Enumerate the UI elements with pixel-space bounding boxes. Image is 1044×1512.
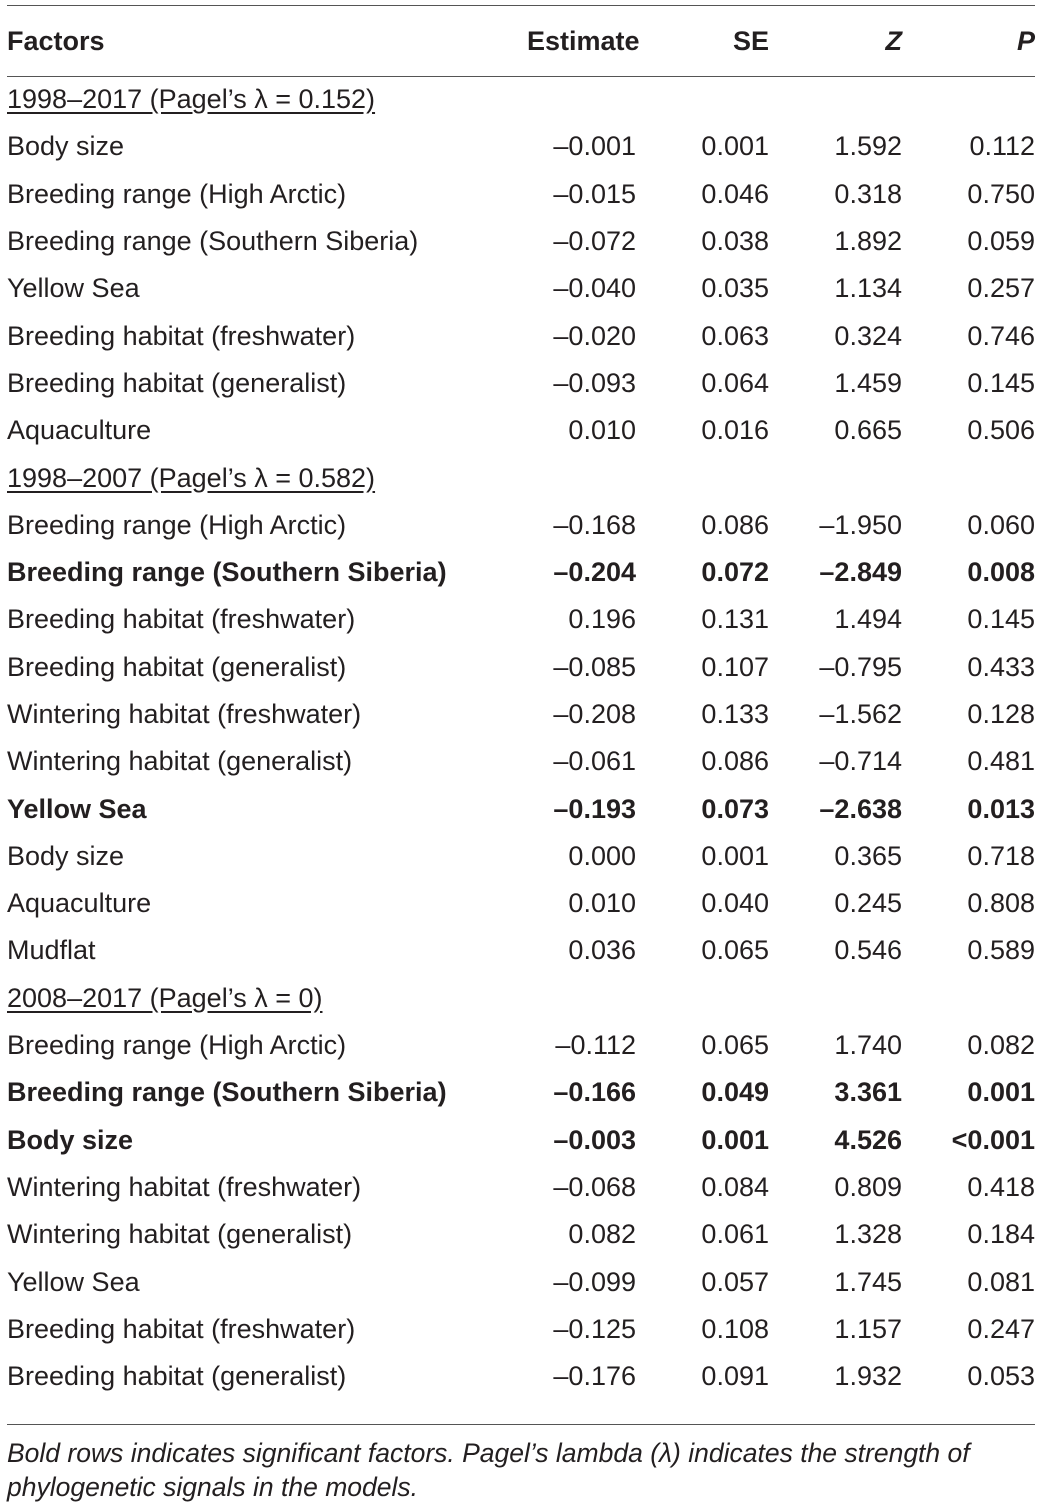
cell-p: 0.418 <box>967 1171 1035 1202</box>
cell-p: 0.718 <box>967 840 1035 871</box>
cell-p: 0.433 <box>967 651 1035 682</box>
cell-estimate: –0.093 <box>553 367 636 398</box>
cell-estimate: –0.112 <box>555 1030 636 1061</box>
table-row <box>7 1164 1035 1211</box>
header-factors: Factors <box>7 25 105 56</box>
table-row <box>7 171 1035 218</box>
table-row <box>7 738 1035 785</box>
cell-se: 0.133 <box>701 699 769 729</box>
cell-factor: Body size <box>7 840 125 871</box>
table-row <box>7 927 1035 974</box>
cell-se: 0.073 <box>701 793 769 824</box>
cell-p: 0.746 <box>967 320 1035 351</box>
cell-estimate: –0.208 <box>553 699 636 729</box>
cell-p: 0.060 <box>967 509 1035 540</box>
cell-p: 0.059 <box>967 226 1035 257</box>
cell-factor: Wintering habitat (freshwater) <box>7 699 362 729</box>
cell-z: –1.950 <box>819 509 902 540</box>
cell-estimate: –0.072 <box>553 226 636 257</box>
cell-estimate: –0.166 <box>553 1077 636 1108</box>
cell-z: –0.795 <box>819 651 902 682</box>
cell-z: 1.740 <box>834 1030 902 1061</box>
cell-estimate: 0.010 <box>568 415 636 446</box>
cell-estimate: –0.125 <box>553 1313 636 1344</box>
cell-se: 0.107 <box>701 651 769 682</box>
table-row <box>7 1306 1035 1353</box>
cell-se: 0.108 <box>701 1313 769 1344</box>
section-title-cell <box>7 454 1035 501</box>
cell-estimate: –0.003 <box>553 1124 636 1155</box>
table-row <box>7 596 1035 643</box>
cell-se: 0.038 <box>701 226 769 257</box>
cell-se: 0.086 <box>701 509 769 540</box>
section-row <box>7 76 1035 123</box>
cell-p: 0.184 <box>967 1219 1035 1250</box>
cell-estimate: –0.068 <box>553 1171 636 1202</box>
cell-estimate: –0.015 <box>553 178 636 209</box>
cell-z: –2.849 <box>819 557 902 588</box>
cell-z: –2.638 <box>819 793 902 824</box>
table-row <box>7 1258 1035 1305</box>
cell-factor: Breeding habitat (generalist) <box>7 367 347 398</box>
table-row <box>7 644 1035 691</box>
bottom-rule <box>7 1424 1035 1425</box>
cell-estimate: –0.099 <box>553 1266 636 1297</box>
cell-p: 0.008 <box>967 557 1035 588</box>
section-title-cell <box>7 975 1035 1022</box>
table-row <box>7 833 1035 880</box>
cell-factor: Body size <box>7 1124 134 1155</box>
cell-z: 1.328 <box>834 1219 902 1250</box>
cell-factor: Yellow Sea <box>7 1266 140 1297</box>
cell-z: 0.318 <box>834 178 902 209</box>
cell-z: 1.592 <box>834 131 902 162</box>
cell-se: 0.064 <box>701 367 769 398</box>
cell-se: 0.063 <box>701 320 769 351</box>
cell-z: 0.665 <box>834 415 902 446</box>
cell-estimate: 0.010 <box>568 888 636 919</box>
table-row <box>7 1353 1035 1400</box>
cell-factor: Yellow Sea <box>7 273 140 304</box>
cell-estimate: –0.204 <box>553 557 636 588</box>
header-estimate: Estimate <box>527 25 640 56</box>
cell-factor: Breeding habitat (freshwater) <box>7 604 356 635</box>
cell-z: 1.459 <box>834 367 902 398</box>
cell-factor: Wintering habitat (generalist) <box>7 746 353 777</box>
header-row <box>7 6 1035 76</box>
section-row <box>7 454 1035 501</box>
cell-z: –1.562 <box>819 699 902 729</box>
table-row <box>7 1069 1035 1116</box>
cell-p: 0.145 <box>967 367 1035 398</box>
cell-z: 0.245 <box>834 888 902 919</box>
cell-se: 0.001 <box>701 1124 769 1155</box>
cell-factor: Breeding habitat (generalist) <box>7 651 347 682</box>
cell-factor: Wintering habitat (generalist) <box>7 1219 353 1250</box>
cell-se: 0.016 <box>701 415 769 446</box>
cell-se: 0.084 <box>701 1171 769 1202</box>
cell-p: 0.506 <box>967 415 1035 446</box>
cell-factor: Breeding range (Southern Siberia) <box>7 1077 447 1108</box>
cell-z: 1.157 <box>834 1313 902 1344</box>
cell-se: 0.091 <box>701 1361 769 1392</box>
cell-estimate: –0.020 <box>553 320 636 351</box>
table-row <box>7 785 1035 832</box>
header-p: P <box>1016 25 1035 56</box>
cell-se: 0.072 <box>701 557 769 588</box>
cell-z: 0.365 <box>834 840 902 871</box>
cell-factor: Body size <box>7 131 125 162</box>
cell-p: 0.013 <box>967 793 1035 824</box>
table-row <box>7 549 1035 596</box>
cell-p: 0.053 <box>967 1361 1035 1392</box>
cell-z: 1.134 <box>834 273 902 304</box>
cell-p: 0.589 <box>967 935 1035 966</box>
table-row <box>7 691 1035 738</box>
cell-z: 1.932 <box>834 1361 902 1392</box>
cell-estimate: 0.000 <box>568 840 636 871</box>
cell-z: 4.526 <box>834 1124 902 1155</box>
cell-factor: Wintering habitat (freshwater) <box>7 1171 362 1202</box>
table-row <box>7 407 1035 454</box>
cell-z: –0.714 <box>819 746 902 777</box>
cell-factor: Aquaculture <box>7 415 152 446</box>
cell-se: 0.061 <box>701 1219 769 1250</box>
cell-z: 0.809 <box>834 1171 902 1202</box>
cell-p: 0.145 <box>967 604 1035 635</box>
cell-se: 0.040 <box>701 888 769 919</box>
table-row <box>7 265 1035 312</box>
cell-z: 0.324 <box>834 320 902 351</box>
table-row <box>7 360 1035 407</box>
cell-se: 0.001 <box>701 840 769 871</box>
table-row <box>7 1117 1035 1164</box>
cell-factor: Aquaculture <box>7 888 152 919</box>
cell-z: 1.494 <box>834 604 902 635</box>
cell-p: 0.481 <box>967 746 1035 777</box>
cell-estimate: 0.036 <box>568 935 636 966</box>
cell-p: 0.750 <box>967 178 1035 209</box>
cell-estimate: 0.082 <box>568 1219 636 1250</box>
table-row <box>7 1211 1035 1258</box>
cell-factor: Breeding range (High Arctic) <box>7 509 347 540</box>
cell-estimate: –0.040 <box>553 273 636 304</box>
cell-p: 0.082 <box>967 1030 1035 1061</box>
header-z: Z <box>885 25 902 56</box>
cell-p: 0.247 <box>967 1313 1035 1344</box>
cell-se: 0.001 <box>701 131 769 162</box>
cell-z: 3.361 <box>834 1077 902 1108</box>
cell-p: 0.808 <box>967 888 1035 919</box>
section-title: 2008–2017 (Pagel’s λ = 0) <box>7 982 323 1013</box>
cell-p: 0.112 <box>969 131 1035 162</box>
table-row <box>7 312 1035 359</box>
cell-estimate: 0.196 <box>568 604 636 635</box>
cell-estimate: –0.176 <box>553 1361 636 1392</box>
cell-se: 0.057 <box>701 1266 769 1297</box>
cell-se: 0.065 <box>701 935 769 966</box>
table-row <box>7 123 1035 170</box>
cell-factor: Breeding habitat (freshwater) <box>7 1313 356 1344</box>
cell-factor: Breeding habitat (generalist) <box>7 1361 347 1392</box>
cell-se: 0.065 <box>701 1030 769 1061</box>
cell-estimate: –0.168 <box>553 509 636 540</box>
cell-factor: Breeding range (High Arctic) <box>7 178 347 209</box>
regression-table <box>7 6 1035 1400</box>
section-title: 1998–2007 (Pagel’s λ = 0.582) <box>7 462 376 493</box>
cell-z: 0.546 <box>834 935 902 966</box>
cell-factor: Mudflat <box>7 935 96 966</box>
cell-p: 0.128 <box>967 699 1035 729</box>
cell-estimate: –0.061 <box>553 746 636 777</box>
cell-factor: Breeding range (Southern Siberia) <box>7 557 447 588</box>
cell-p: 0.081 <box>967 1266 1035 1297</box>
cell-p: 0.001 <box>967 1077 1035 1108</box>
section-title: 1998–2017 (Pagel’s λ = 0.152) <box>7 84 376 115</box>
table-row <box>7 1022 1035 1069</box>
table-row <box>7 502 1035 549</box>
header-se: SE <box>732 25 769 56</box>
cell-z: 1.892 <box>834 226 902 257</box>
cell-estimate: –0.001 <box>553 131 636 162</box>
cell-estimate: –0.193 <box>553 793 636 824</box>
cell-se: 0.086 <box>701 746 769 777</box>
section-title-cell <box>7 76 1035 123</box>
cell-factor: Breeding range (High Arctic) <box>7 1030 347 1061</box>
table-footnote: Bold rows indicates significant factors. Pagel’s lambda (λ) indicates the strength of phylogenetic signals in the models. <box>7 1438 970 1502</box>
cell-z: 1.745 <box>834 1266 902 1297</box>
cell-se: 0.131 <box>701 604 769 635</box>
cell-se: 0.035 <box>701 273 769 304</box>
cell-p: 0.257 <box>967 273 1035 304</box>
cell-se: 0.046 <box>701 178 769 209</box>
cell-se: 0.049 <box>701 1077 769 1108</box>
cell-estimate: –0.085 <box>553 651 636 682</box>
cell-factor: Yellow Sea <box>7 793 147 824</box>
section-row <box>7 975 1035 1022</box>
cell-factor: Breeding range (Southern Siberia) <box>7 226 419 257</box>
table-row <box>7 218 1035 265</box>
table-row <box>7 880 1035 927</box>
table-body <box>7 76 1035 1400</box>
cell-p: <0.001 <box>951 1124 1035 1155</box>
cell-factor: Breeding habitat (freshwater) <box>7 320 356 351</box>
